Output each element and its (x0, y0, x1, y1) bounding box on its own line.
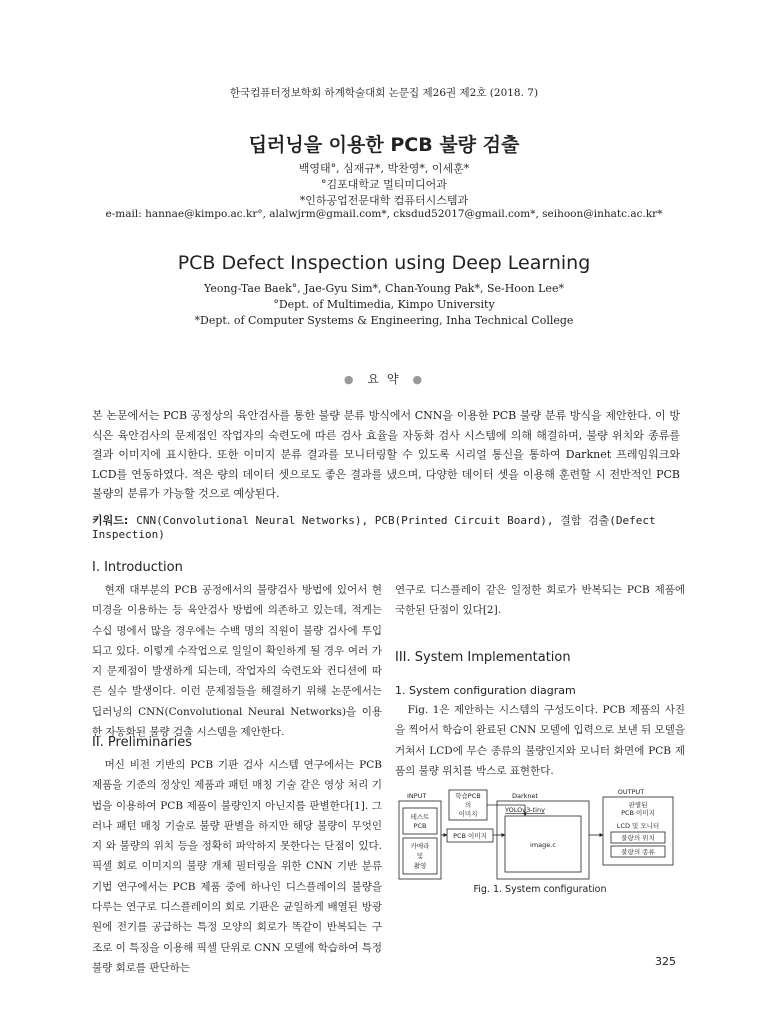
paper-title-korean: 딥러닝을 이용한 PCB 불량 검출 (248, 134, 520, 156)
darknet-label: Darknet (511, 792, 539, 800)
author-emails: e-mail: hannae@kimpo.ac.kr°, alalwjrm@gmail.com*, cksdud52017@gmail.com*, seihoon@inhatc.ac.kr* (105, 208, 663, 220)
keywords-text: CNN(Convolutional Neural Networks), PCB(Printed Circuit Board), 결함 검출(Defect Inspection) (92, 514, 656, 541)
pcb-image-label: PCB 이미지 (453, 832, 487, 840)
bullet-dot-icon: ● (343, 373, 356, 386)
camera-label: 카메라 (410, 842, 430, 850)
bullet-dot-icon: ● (412, 373, 425, 386)
abstract-heading (0, 370, 768, 387)
affiliation-2-english: *Dept. of Computer Systems & Engineering, Inha Technical College (194, 314, 574, 327)
abstract-body: 본 논문에서는 PCB 공정상의 육안검사를 통한 불량 분류 방식에서 CNN을 이용한 PCB 불량 분류 방식을 제안한다. 이 방식은 육안검사의 문제점인 작업자의 숙련도에 따른 검사 효율을 자동화 검사 시스템에 의해 해결하며, 불량 위치와 종류를 결과 이미지에 표시한다. 또한 이미지 분류 결과를 모니터링할 수 있도록 시리얼 통신을 통하여 Darknet 프레임워크와 LCD를 연동하였다. 적은 량의 데이터 셋으로도 좋은 결과를 냈으며, 다양한 데이터 셋을 이용해 훈련할 시 전반적인 PCB 불량의 분류가 가능할 것으로 예상된다. (92, 409, 680, 500)
section-heading-system-implementation: III. System Implementation (395, 650, 571, 665)
keywords-label: 키워드: (92, 514, 129, 527)
authors-korean: 백영태°, 심재규*, 박찬영*, 이세훈* (298, 162, 470, 175)
subsection-heading-configuration: 1. System configuration diagram (395, 684, 576, 697)
image-c-label: image.c (530, 841, 556, 849)
abstract-heading-label: 요 약 (367, 372, 401, 386)
output-label: OUTPUT (617, 788, 645, 796)
camera-label-line3: 촬영 (413, 862, 427, 870)
section-heading-preliminaries: II. Preliminaries (92, 735, 193, 750)
test-pcb-label-line2: PCB (413, 822, 427, 830)
system-implementation-body: Fig. 1은 제안하는 시스템의 구성도이다. PCB 제품의 사진을 찍어서 학습이 완료된 CNN 모델에 입력으로 보낸 뒤 모델을 거쳐서 LCD에 무슨 종류의 불량인지와 모니터 화면에 PCB 제품의 불량 위치를 박스로 표현한다. (395, 704, 685, 777)
introduction-body: 현재 대부분의 PCB 공정에서의 불량검사 방법에 있어서 현미경을 이용하는 등 육안검사 방법에 의존하고 있는데, 적게는 수십 명에서 많을 경우에는 수백 명의 직원이 불량 검사에 투입되고 있다. 이렇게 수작업으로 일일이 확인하게 될 경우 여러 가지 문제점이 발생하게 되는데, 작업자의 숙련도와 컨디션에 따른 실수 발생이다. 이런 문제점들을 해결하기 위해 논문에서는 딥러닝의 CNN(Convolutional Neural Networks)을 이용한 자동화된 불량 검출 시스템을 제안한다. (92, 584, 382, 739)
trained-pcb-label-line2: 의 (464, 801, 472, 809)
affiliation-1-korean: °김포대학교 멀티미디어과 (321, 178, 447, 191)
test-pcb-box (403, 808, 437, 834)
affiliation-2-korean: *인하공업전문대학 컴퓨터시스템과 (299, 194, 469, 207)
authors-english: Yeong-Tae Baek°, Jae-Gyu Sim*, Chan-Young Pak*, Se-Hoon Lee* (204, 282, 564, 295)
system-configuration-diagram (397, 788, 681, 882)
test-pcb-label: 테스트 (410, 813, 430, 821)
trained-pcb-label: 학습PCB (455, 792, 481, 800)
lcd-monitor-label: LCD 및 모니터 (616, 822, 660, 830)
judged-pcb-label-line2: PCB 이미지 (621, 809, 655, 817)
yolo-label: YOLOv3-tiny (505, 806, 545, 814)
defect-type-label: 불량의 종류 (621, 848, 655, 856)
keywords-line (92, 512, 692, 541)
preliminaries-body: 머신 비전 기반의 PCB 기판 검사 시스템 연구에서는 PCB 제품을 기준의 정상인 제품과 패턴 매칭 기술 같은 영상 처리 기법을 이용하여 PCB 제품이 불량인지 아닌지를 판별한다[1]. 그러나 패턴 매칭 기술로 불량 판별을 하지만 해당 불량이 무엇인지 와 불량의 위치 등을 정확히 파악하지 못한다는 단점이 있다. 픽셀 회로 이미지의 불량 개체 필터링을 위한 CNN 기반 분류 기법 연구에서는 PCB 제품 중에 하나인 디스플레이의 불량을 다루는 연구로 디스플레이의 회로 기판은 균일하게 배열된 방광원에 전기를 공급하는 특정 모양의 회로가 똑같이 반복되는 구조로 이 특징을 이용해 픽셀 단위로 CNN 모델에 학습하여 특정 불량 회로를 판단하는 (92, 759, 382, 974)
defect-position-label: 불량의 위치 (621, 834, 655, 842)
page-number: 325 (655, 955, 676, 968)
figure-caption: Fig. 1. System configuration (473, 884, 607, 895)
preliminaries-continued: 연구로 디스플레이 같은 일정한 회로가 반복되는 PCB 제품에 국한된 단점이 있다[2]. (395, 584, 685, 617)
paper-title-english: PCB Defect Inspection using Deep Learning (177, 252, 591, 274)
judged-pcb-label: 판별된 (628, 801, 648, 809)
input-label: INPUT (407, 792, 427, 800)
running-header: 한국컴퓨터정보학회 하계학술대회 논문집 제26권 제2호 (2018. 7) (229, 87, 539, 99)
camera-label-line2: 및 (416, 852, 424, 860)
trained-pcb-label-line3: 이미지 (458, 810, 478, 818)
affiliation-1-english: °Dept. of Multimedia, Kimpo University (273, 298, 495, 311)
section-heading-introduction: I. Introduction (92, 560, 183, 575)
